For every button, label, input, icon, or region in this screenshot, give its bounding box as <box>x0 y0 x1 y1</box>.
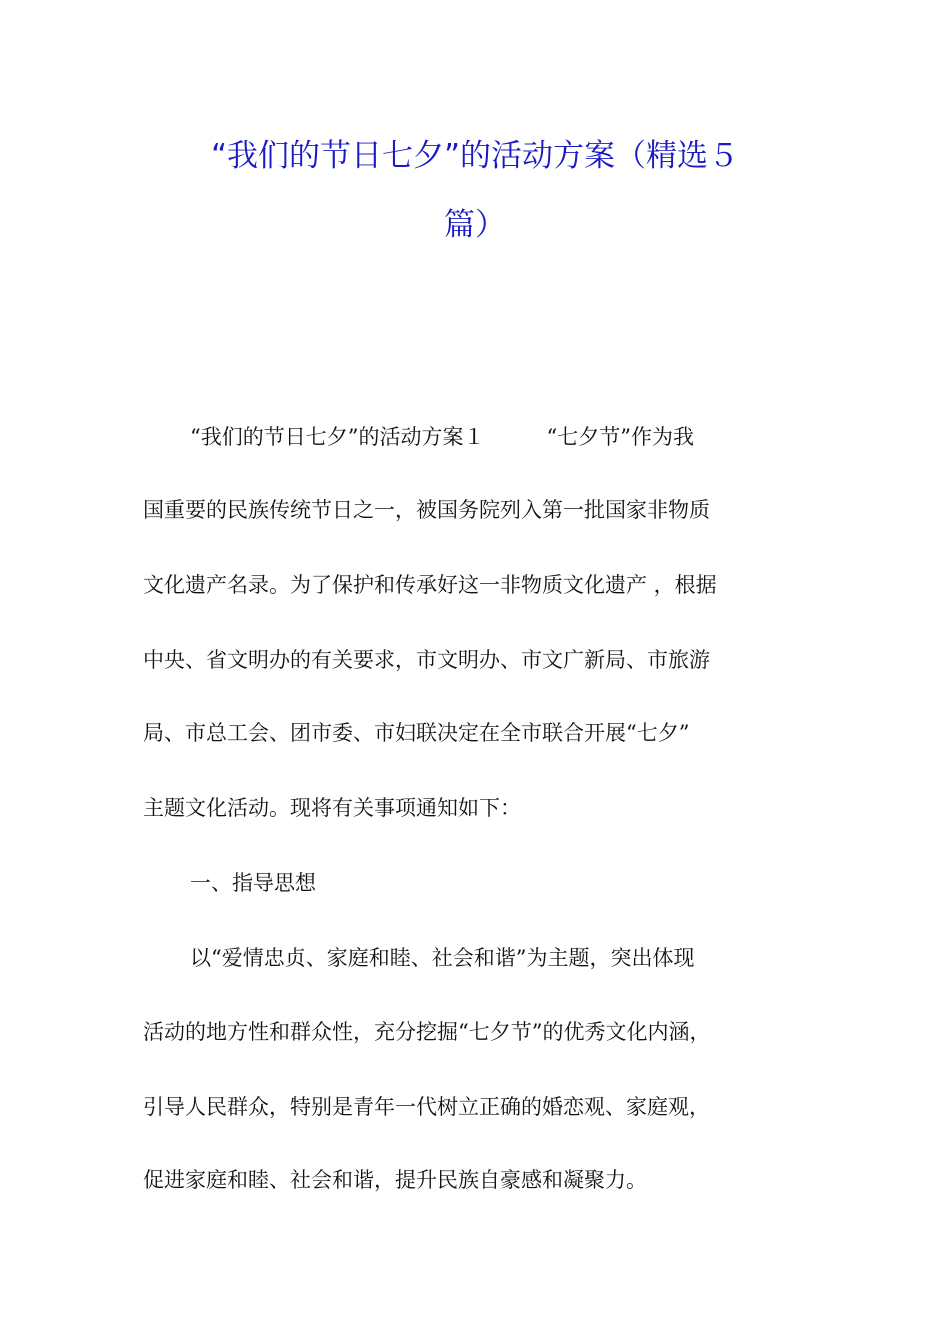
section-heading: “我们的节日七夕”的活动方案１ <box>190 425 485 449</box>
paragraph-line: 活动的地方性和群众性，充分挖掘“七夕节”的优秀文化内涵， <box>143 1020 711 1044</box>
paragraph-line: 主题文化活动。现将有关事项通知如下： <box>143 796 521 820</box>
paragraph-text: “七夕节”作为我 <box>546 425 694 449</box>
paragraph-line: 局、市总工会、团市委、市妇联决定在全市联合开展“七夕” <box>143 721 690 745</box>
document-title-line-2: 篇） <box>444 207 506 243</box>
paragraph-line: 引导人民群众，特别是青年一代树立正确的婚恋观、家庭观， <box>143 1095 710 1119</box>
paragraph-line: 文化遗产名录。为了保护和传承好这一非物质文化遗产 ，根据 <box>143 573 717 597</box>
paragraph-line: 中央、省文明办的有关要求，市文明办、市文广新局、市旅游 <box>143 648 710 672</box>
document-title-line-1: “我们的节日七夕”的活动方案（精选５ <box>210 138 740 174</box>
paragraph-line: 促进家庭和睦、社会和谐，提升民族自豪感和凝聚力。 <box>143 1168 647 1192</box>
subheading-guiding-thought: 一、指导思想 <box>190 871 316 895</box>
paragraph-line: 国重要的民族传统节日之一，被国务院列入第一批国家非物质 <box>143 498 710 522</box>
paragraph-line: 以“爱情忠贞、家庭和睦、社会和谐”为主题，突出体现 <box>190 946 695 970</box>
paragraph-line <box>190 422 880 452</box>
